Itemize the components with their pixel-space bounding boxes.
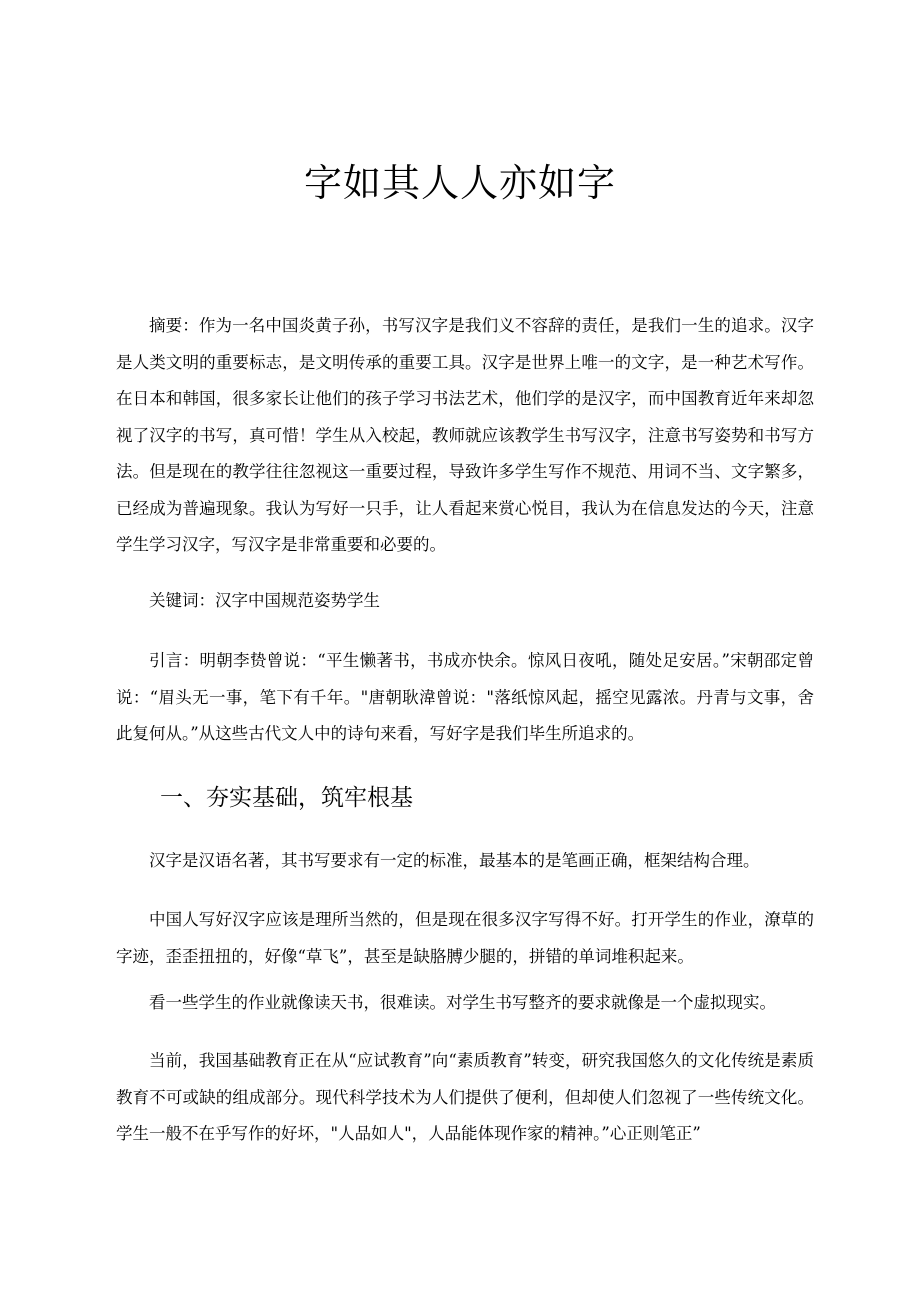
body-paragraph: 中国人写好汉字应该是理所当然的，但是现在很多汉字写得不好。打开学生的作业，潦草的字迹，歪歪扭扭的，好像“草飞”，甚至是缺胳膊少腿的，拼错的单词堆积起来。	[116, 910, 814, 966]
keywords-paragraph: 关键词：汉字中国规范姿势学生	[149, 591, 380, 610]
section-heading: 一、夯实基础，筑牢根基	[160, 785, 413, 811]
intro-paragraph: 引言：明朝李贽曾说：“平生懒著书，书成亦快余。惊风日夜吼，随处足安居。”宋朝邵定曾说：“眉头无一事，笔下有千年。"唐朝耿湋曾说："落纸惊风起，摇空见露浓。丹青与文事，舍此复何从。”从这些古代文人中的诗句来看，写好字是我们毕生所追求的。	[116, 651, 814, 743]
abstract-paragraph: 摘要：作为一名中国炎黄子孙，书写汉字是我们义不容辞的责任，是我们一生的追求。汉字是人类文明的重要标志，是文明传承的重要工具。汉字是世界上唯一的文字，是一种艺术写作。在日本和韩国，很多家长让他们的孩子学习书法艺术，他们学的是汉字，而中国教育近年来却忽视了汉字的书写，真可惜！学生从入校起，教师就应该教学生书写汉字，注意书写姿势和书写方法。但是现在的教学往往忽视这一重要过程，导致许多学生写作不规范、用词不当、文字繁多，已经成为普遍现象。我认为写好一只手，让人看起来赏心悦目，我认为在信息发达的今天，注意学生学习汉字，写汉字是非常重要和必要的。	[116, 316, 814, 554]
body-paragraph: 当前，我国基础教育正在从“应试教育”向“素质教育”转变，研究我国悠久的文化传统是素质教育不可或缺的组成部分。现代科学技术为人们提供了便利，但却使人们忽视了一些传统文化。学生一般不在乎写作的好坏，"人品如人"，人品能体现作家的精神。”心正则笔正”	[116, 1051, 814, 1143]
body-paragraph: 汉字是汉语名著，其书写要求有一定的标准，最基本的是笔画正确，框架结构合理。	[149, 851, 760, 870]
body-paragraph: 看一些学生的作业就像读天书，很难读。对学生书写整齐的要求就像是一个虚拟现实。	[149, 993, 776, 1012]
document-title: 字如其人人亦如字	[303, 161, 616, 205]
